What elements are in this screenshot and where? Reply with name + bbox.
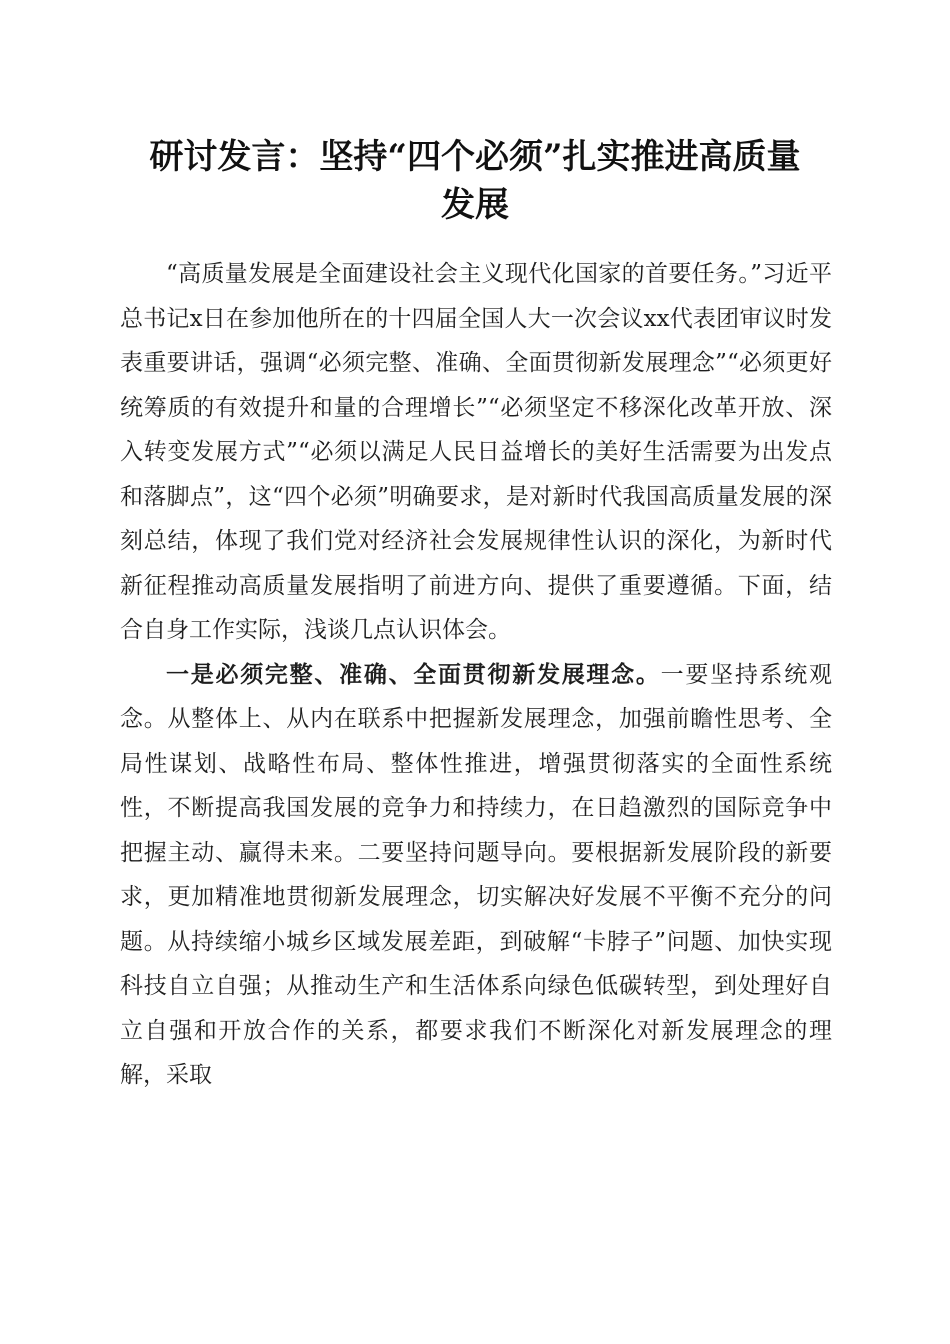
document-body — [120, 252, 832, 1098]
paragraph-lead: 一是必须完整、准确、全面贯彻新发展理念。 — [166, 660, 661, 688]
paragraph-text: 一要坚持系统观念。从整体上、从内在联系中把握新发展理念，加强前瞻性思考、全局性谋划、战略性布局、整体性推进，增强贯彻落实的全面性系统性，不断提高我国发展的竞争力和持续力，在日趋激烈的国际竞争中把握主动、赢得未来。二要坚持问题导向。要根据新发展阶段的新要求，更加精准地贯彻新发展理念，切实解决好发展不平衡不充分的问题。从持续缩小城乡区域发展差距，到破解“卡脖子”问题、加快实现科技自立自强；从推动生产和生活体系向绿色低碳转型，到处理好自立自强和开放合作的关系，都要求我们不断深化对新发展理念的理解，采取 — [120, 661, 833, 1088]
document-title — [100, 133, 850, 229]
paragraph-point-one — [120, 653, 832, 1098]
paragraph-text: “高质量发展是全面建设社会主义现代化国家的首要任务。”习近平总书记x日在参加他所在的十四届全国人大一次会议xx代表团审议时发表重要讲话，强调“必须完整、准确、全面贯彻新发展理念”“必须更好统筹质的有效提升和量的合理增长”“必须坚定不移深化改革开放、深入转变发展方式”“必须以满足人民日益增长的美好生活需要为出发点和落脚点”，这“四个必须”明确要求，是对新时代我国高质量发展的深刻总结，体现了我们党对经济社会发展规律性认识的深化，为新时代新征程推动高质量发展指明了前进方向、提供了重要遵循。下面，结合自身工作实际，浅谈几点认识体会。 — [120, 261, 832, 643]
title-line-1: 研讨发言：坚持“四个必须”扎实推进高质量 — [149, 137, 801, 177]
paragraph-intro — [120, 252, 832, 653]
title-line-2: 发展 — [441, 185, 509, 225]
